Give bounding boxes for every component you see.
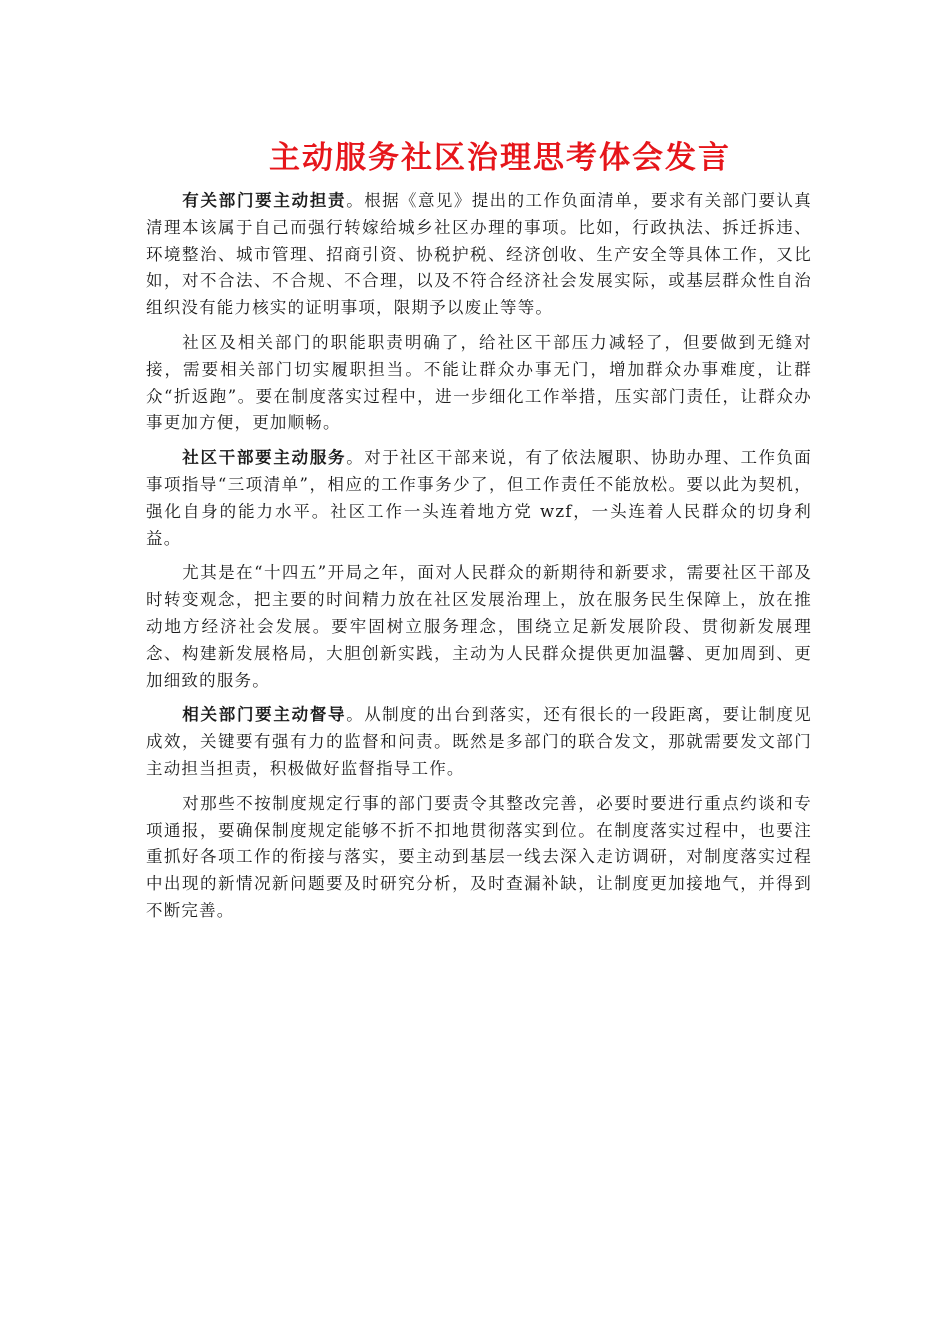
paragraph-1	[146, 188, 812, 322]
paragraph-3	[146, 445, 812, 552]
document-body	[146, 188, 812, 933]
paragraph-6-text: 对那些不按制度规定行事的部门要责令其整改完善，必要时要进行重点约谈和专项通报，要确保制度规定能够不折不扣地贯彻落实到位。在制度落实过程中，也要注重抓好各项工作的衔接与落实，要主动到基层一线去深入走访调研，对制度落实过程中出现的新情况新问题要及时研究分析，及时查漏补缺，让制度更加接地气，并得到不断完善。	[146, 793, 812, 920]
paragraph-5-text: 。从制度的出台到落实，还有很长的一段距离，要让制度见成效，关键要有强有力的监督和问责。既然是多部门的联合发文，那就需要发文部门主动担当担责，积极做好监督指导工作。	[146, 705, 813, 778]
paragraph-3-text: 。对于社区干部来说，有了依法履职、协助办理、工作负面事项指导“三项清单”，相应的工作事务少了，但工作责任不能放松。要以此为契机，强化自身的能力水平。社区工作一头连着地方党 wzf，一头连着人民群众的切身利益。	[146, 448, 813, 548]
document-title: 主动服务社区治理思考体会发言	[269, 140, 731, 176]
paragraph-4	[146, 560, 812, 694]
paragraph-1-text: 。根据《意见》提出的工作负面清单，要求有关部门要认真清理本该属于自己而强行转嫁给城乡社区办理的事项。比如，行政执法、拆迁拆违、环境整治、城市管理、招商引资、协税护税、经济创收、生产安全等具体工作，又比如，对不合法、不合规、不合理，以及不符合经济社会发展实际，或基层群众性自治组织没有能力核实的证明事项，限期予以废止等等。	[146, 191, 813, 318]
paragraph-1-lead: 有关部门要主动担责	[182, 191, 347, 210]
paragraph-2-text: 社区及相关部门的职能职责明确了，给社区干部压力减轻了，但要做到无缝对接，需要相关部门切实履职担当。不能让群众办事无门，增加群众办事难度，让群众“折返跑”。要在制度落实过程中，进一步细化工作举措，压实部门责任，让群众办事更加方便，更加顺畅。	[146, 332, 812, 433]
paragraph-6	[146, 791, 812, 925]
paragraph-5	[146, 702, 812, 782]
paragraph-5-lead: 相关部门要主动督导	[182, 705, 347, 725]
paragraph-4-text: 尤其是在“十四五”开局之年，面对人民群众的新期待和新要求，需要社区干部及时转变观念，把主要的时间精力放在社区发展治理上，放在服务民生保障上，放在推动地方经济社会发展。要牢固树立服务理念，围绕立足新发展阶段、贯彻新发展理念、构建新发展格局，大胆创新实践，主动为人民群众提供更加温馨、更加周到、更加细致的服务。	[146, 563, 812, 690]
paragraph-3-lead: 社区干部要主动服务	[182, 448, 347, 468]
paragraph-2	[146, 330, 812, 437]
